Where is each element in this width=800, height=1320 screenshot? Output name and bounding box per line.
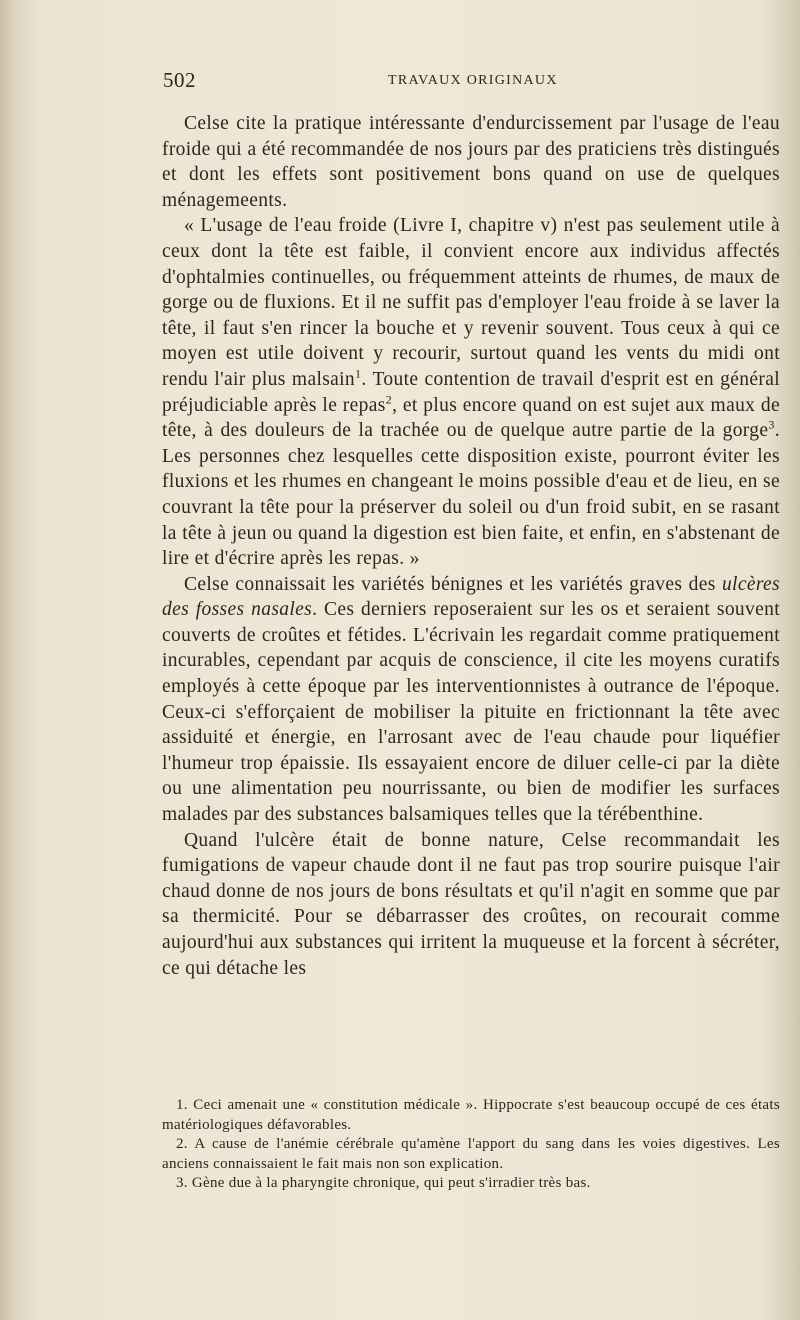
text-run: Celse connaissait les variétés bénignes et les variétés graves des [184, 573, 722, 595]
text-run: . Ces derniers reposeraient sur les os et seraient souvent couverts de croûtes et fétides. L'écrivain les regardait comme pratiquement incurables, cependant par acquis de conscience, il cite les moyens curatifs employés à cette époque par les interventionnistes à outrance de l'époque. Ceux-ci s'efforçaient de mobiliser la pituite en frictionnant la tête avec assiduité et énergie, en l'arrosant avec de l'eau chaude pour liquéfier l'humeur trop épaissie. Ils essayaient encore de diluer celle-ci par la diète ou une alimentation peu nourrissante, ou bien de modifier les surfaces malades par des substances balsamiques telles que la térébenthine. [162, 599, 780, 826]
page-header [163, 68, 783, 98]
footnote-marker: 3 [768, 417, 775, 432]
footnote-marker: 1 [355, 366, 362, 381]
paragraph-quote [162, 213, 780, 571]
running-head: TRAVAUX ORIGINAUX [388, 73, 558, 88]
body-text [162, 111, 780, 981]
text-run: « L'usage de l'eau froide (Livre I, chapitre v) n'est pas seulement utile à ceux dont la tête est faible, il convient encore aux individus affectés d'ophtalmies continuelles, ou fréquemment atteints de rhumes, de maux de gorge ou de fluxions. Et il ne suffit pas d'employer l'eau froide à se laver la tête, il faut s'en rincer la bouche et y revenir souvent. Tous ceux à qui ce moyen est utile doivent y recourir, surtout quand les vents du midi ont rendu l'air plus malsain [162, 215, 780, 390]
page-number: 502 [163, 68, 196, 92]
text-run: , et plus encore quand on est sujet aux maux de tête, à des douleurs de la trachée ou de quelque autre partie de la gorge [162, 394, 780, 442]
footnote: 3. Gène due à la pharyngite chronique, qui peut s'irradier très bas. [176, 1175, 591, 1191]
paragraph [162, 572, 780, 828]
paragraph: Quand l'ulcère était de bonne nature, Celse recommandait les fumigations de vapeur chaude dont il ne faut pas trop sourire puisque l'air chaud donne de nos jours de bons résultats et qu'il n'agit en somme que par sa thermicité. Pour se débarrasser des croûtes, on recourait comme aujourd'hui aux substances qui irritent la muqueuse et la forcent à sécréter, ce qui détache les [162, 829, 780, 979]
footnote: 2. A cause de l'anémie cérébrale qu'amène l'apport du sang dans les voies digestives. Les anciens connaissaient le fait mais non son explication. [162, 1136, 780, 1172]
text-run: . Les personnes chez lesquelles cette disposition existe, pourront éviter les fluxions et les rhumes en changeant le moins possible d'eau et de lieu, en se couvrant la tête pour la préserver du soleil ou d'un froid subit, en se rasant la tête à jeun ou quand la digestion est bien faite, et enfin, en s'abstenant de lire et d'écrire après les repas. » [162, 420, 780, 570]
italic-term: ulcères des fosses nasales [162, 573, 780, 621]
text-run: . Toute contention de travail d'esprit est en général préjudiciable après le repas [162, 368, 780, 416]
footnotes [162, 1096, 780, 1194]
footnote-marker: 2 [385, 392, 393, 407]
footnote: 1. Ceci amenait une « constitution médicale ». Hippocrate s'est beaucoup occupé de ces états matériologiques défavorables. [162, 1097, 780, 1133]
paragraph: Celse cite la pratique intéressante d'endurcissement par l'usage de l'eau froide qui a été recommandée de nos jours par des praticiens très distingués et dont les effets sont positivement bons quand on use de quelques ménagemeents. [162, 113, 780, 211]
